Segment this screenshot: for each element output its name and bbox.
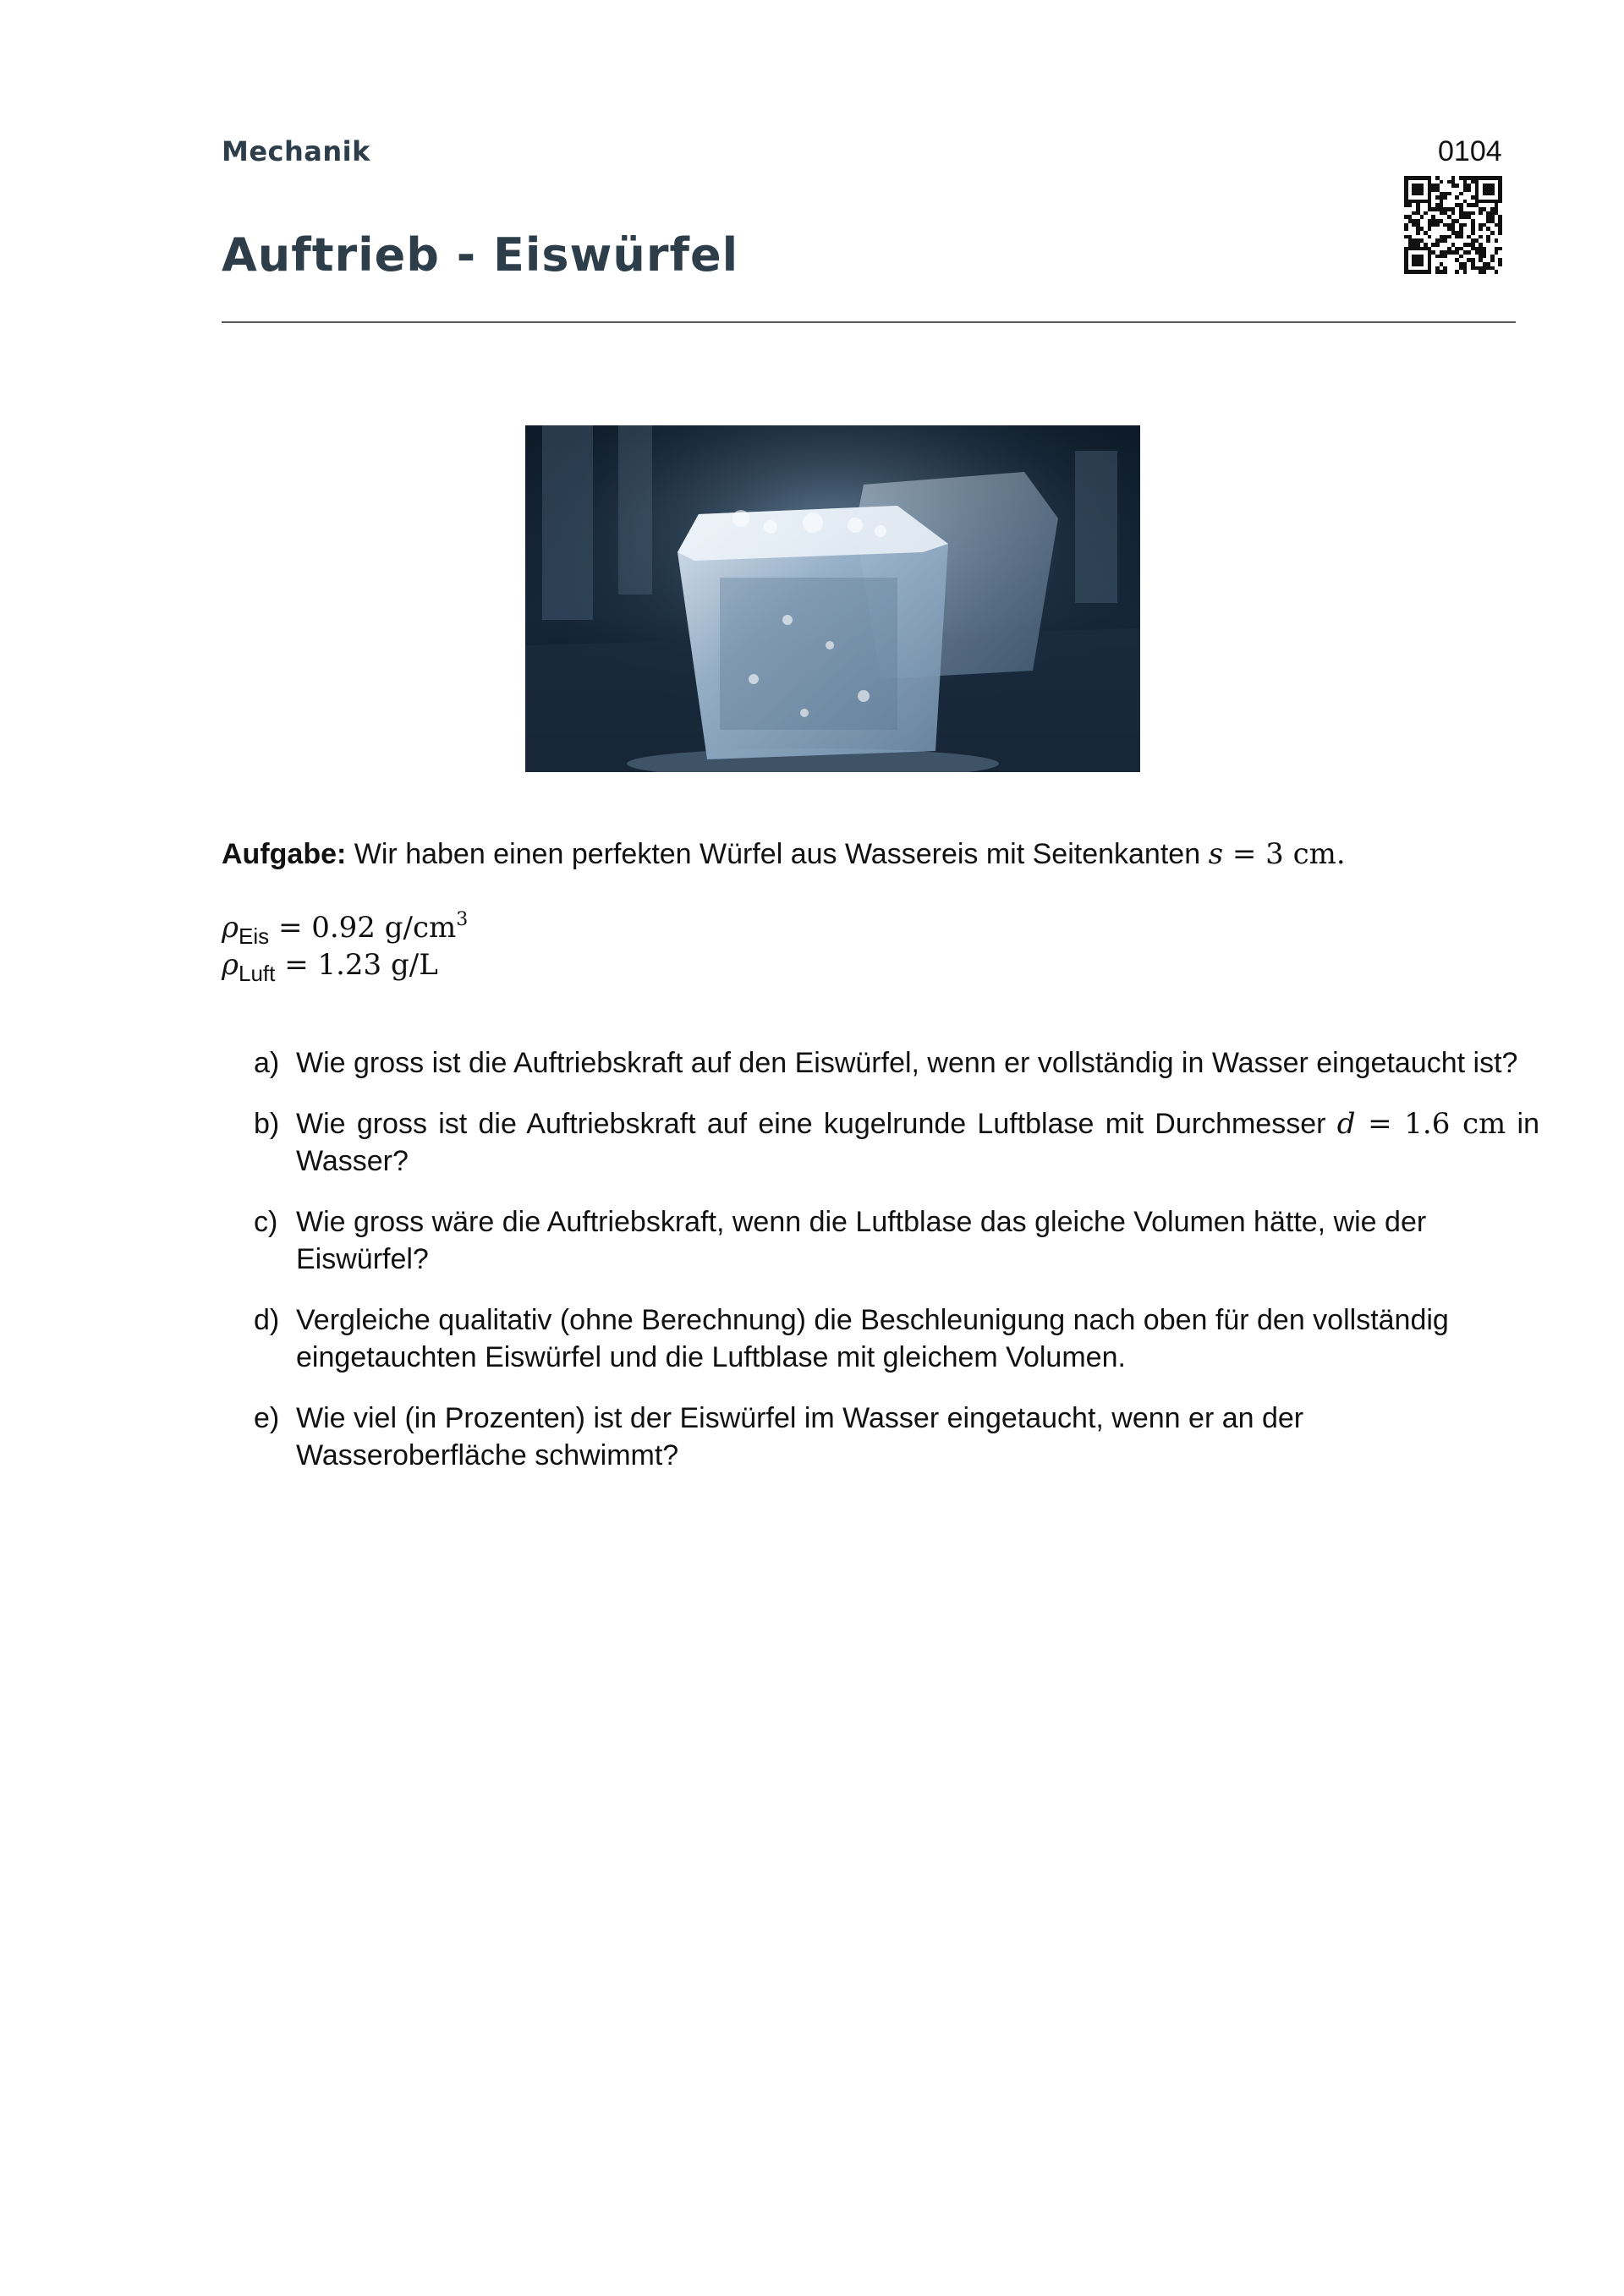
question-formula bbox=[1337, 1107, 1506, 1141]
rho-eis-exponent: 3 bbox=[456, 909, 469, 930]
page-title: Auftrieb - Eiswürfel bbox=[222, 228, 739, 282]
question-text: Wie viel (in Prozenten) ist der Eiswürfel im Wasser eingetaucht, wenn er an der Wasseroberfläche schwimmt? bbox=[296, 1402, 1304, 1471]
question-e bbox=[254, 1400, 1539, 1474]
question-text: Wie gross ist die Auftriebskraft auf den Eiswürfel, wenn er vollständig in Wasser eingetaucht ist? bbox=[296, 1047, 1518, 1079]
question-a bbox=[254, 1044, 1539, 1082]
question-d bbox=[254, 1301, 1539, 1376]
question-label: c) bbox=[254, 1206, 278, 1238]
question-label: a) bbox=[254, 1047, 280, 1079]
rho-symbol: ρ bbox=[222, 948, 239, 982]
task-formula-rest: = 3 cm. bbox=[1232, 837, 1346, 871]
question-label: e) bbox=[254, 1402, 280, 1434]
question-formula-rest: = 1.6 cm bbox=[1368, 1107, 1506, 1141]
constant-rho-luft bbox=[222, 948, 438, 987]
question-c bbox=[254, 1203, 1539, 1278]
task-formula-var: s bbox=[1208, 837, 1224, 871]
header-divider bbox=[222, 321, 1516, 323]
task-label: Aufgabe: bbox=[222, 838, 347, 870]
question-b bbox=[254, 1105, 1539, 1180]
question-label: d) bbox=[254, 1304, 280, 1336]
rho-eis-subscript: Eis bbox=[239, 923, 270, 949]
document-number: 0104 bbox=[1438, 135, 1502, 167]
rho-symbol: ρ bbox=[222, 911, 239, 945]
ice-cube-photo bbox=[525, 425, 1140, 772]
question-formula-var: d bbox=[1336, 1107, 1356, 1141]
constant-rho-eis bbox=[222, 909, 468, 950]
question-text-after: in Wasser? bbox=[296, 1108, 1539, 1177]
subject-label: Mechanik bbox=[222, 135, 370, 167]
rho-luft-subscript: Luft bbox=[239, 961, 276, 986]
question-text: Vergleiche qualitativ (ohne Berechnung) die Beschleunigung nach oben für den vollständig eingetauchten Eiswürfel und die Luftblase mit gleichem Volumen. bbox=[296, 1304, 1449, 1373]
task-text: Wir haben einen perfekten Würfel aus Wassereis mit Seitenkanten bbox=[354, 838, 1201, 870]
question-list bbox=[254, 1044, 1539, 1498]
rho-eis-value: = 0.92 g/cm bbox=[277, 911, 457, 945]
task-formula bbox=[1209, 837, 1346, 871]
question-label: b) bbox=[254, 1108, 280, 1140]
question-text: Wie gross ist die Auftriebskraft auf eine kugelrunde Luftblase mit Durchmesser bbox=[296, 1108, 1326, 1140]
task-statement bbox=[222, 836, 1524, 873]
question-text: Wie gross wäre die Auftriebskraft, wenn die Luftblase das gleiche Volumen hätte, wie der Eiswürfel? bbox=[296, 1206, 1427, 1275]
rho-luft-value: = 1.23 g/L bbox=[284, 948, 438, 982]
qr-code-icon bbox=[1404, 176, 1502, 274]
